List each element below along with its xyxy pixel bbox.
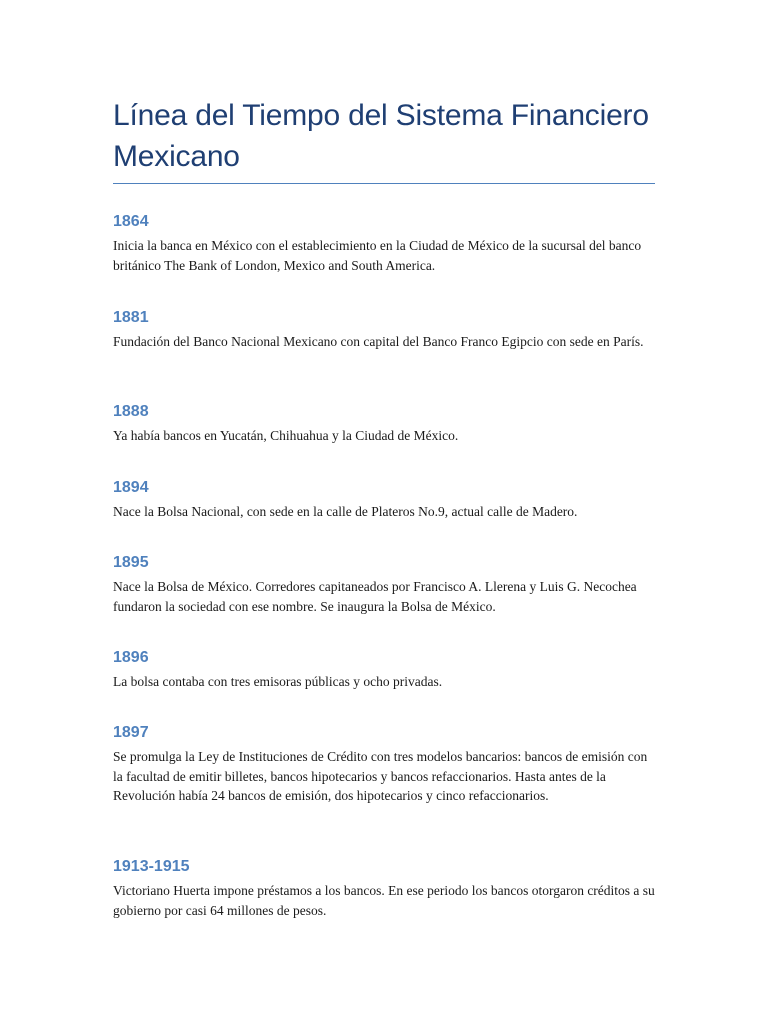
entry-year: 1864 [113,213,149,230]
entry-text: Inicia la banca en México con el establecimiento en la Ciudad de México de la sucursal del banco británico The Bank of London, Mexico and South America. [113,238,642,273]
timeline-entry [113,553,655,616]
entry-text: La bolsa contaba con tres emisoras públicas y ocho privadas. [113,674,443,689]
entry-text: Fundación del Banco Nacional Mexicano con capital del Banco Franco Egipcio con sede en París. [113,334,644,349]
entry-text: Nace la Bolsa Nacional, con sede en la calle de Plateros No.9, actual calle de Madero. [113,504,578,519]
timeline-entry [113,723,655,806]
title-divider [113,183,655,184]
entry-text: Victoriano Huerta impone préstamos a los bancos. En ese periodo los bancos otorgaron créditos a su gobierno por casi 64 millones de pesos. [113,883,655,918]
document-title: Línea del Tiempo del Sistema Financiero Mexicano [113,99,649,173]
timeline-entry [113,478,655,522]
entry-year: 1888 [113,403,149,420]
entry-text: Ya había bancos en Yucatán, Chihuahua y la Ciudad de México. [113,428,459,443]
timeline-entry [113,402,655,446]
entry-year: 1895 [113,554,149,571]
entry-year: 1897 [113,724,149,741]
entry-year: 1896 [113,649,149,666]
timeline-entry [113,308,655,352]
entry-text: Se promulga la Ley de Instituciones de Crédito con tres modelos bancarios: bancos de emisión con la facultad de emitir billetes, bancos hipotecarios y bancos refaccionarios. Hasta antes de la Revolución había 24 bancos de emisión, dos hipotecarios y cinco refaccionarios. [113,749,648,803]
entry-year: 1894 [113,479,149,496]
entry-text: Nace la Bolsa de México. Corredores capitaneados por Francisco A. Llerena y Luis G. Necochea fundaron la sociedad con ese nombre. Se inaugura la Bolsa de México. [113,579,637,614]
timeline-entry [113,857,655,920]
entry-year: 1913-1915 [113,858,190,875]
document-page [113,0,655,918]
timeline-entry [113,648,655,692]
entry-year: 1881 [113,309,149,326]
timeline-entry [113,212,655,275]
